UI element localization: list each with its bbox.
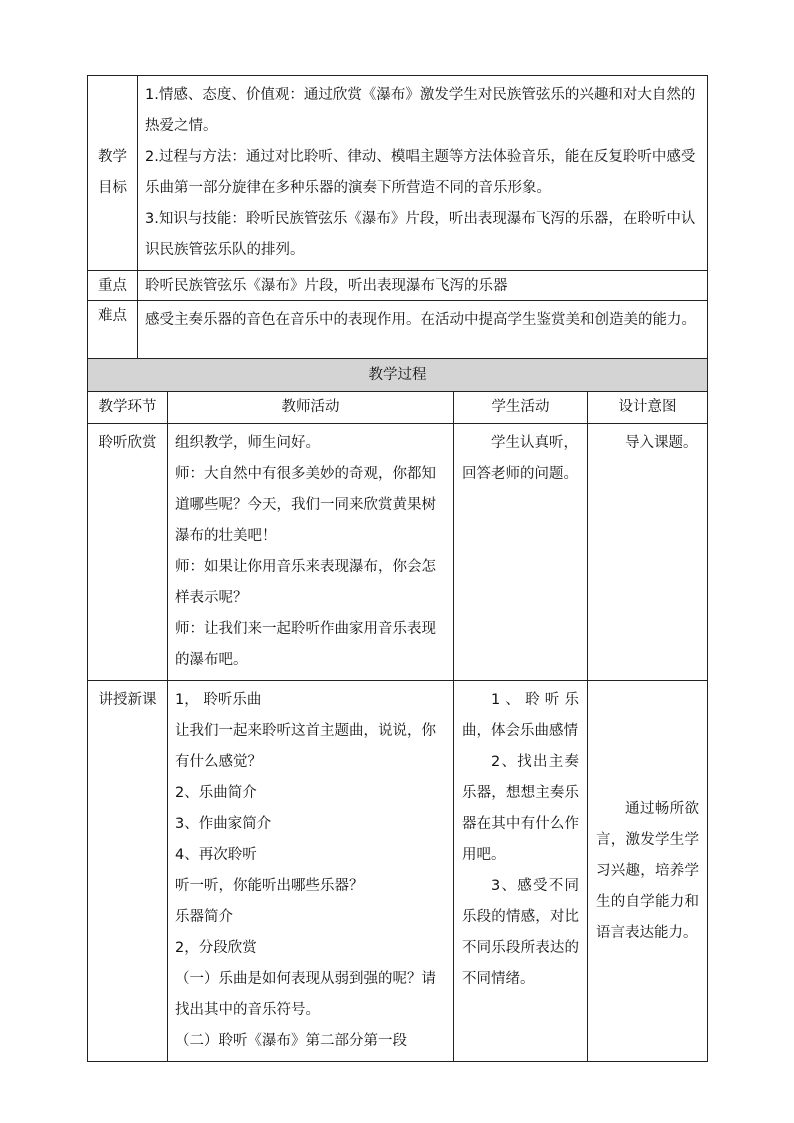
- process-header-row: [88, 392, 708, 424]
- student-line: 1、聆听乐曲，体会乐曲感情: [462, 692, 579, 739]
- stage-cell: 聆听欣赏: [88, 424, 168, 681]
- teacher-activity-cell: [168, 424, 454, 681]
- objective-item: 2.过程与方法：通过对比聆听、律动、模唱主题等方法体验音乐，能在反复聆听中感受乐曲第一部分旋律在多种乐器的演奏下所营造不同的音乐形象。: [145, 149, 696, 196]
- student-activity-cell: [454, 424, 588, 681]
- key-point-label: 重点: [88, 271, 138, 301]
- teacher-line: 乐器简介: [175, 909, 233, 925]
- key-point-text: 聆听民族管弦乐《瀑布》片段，听出表现瀑布飞泻的乐器: [138, 271, 708, 301]
- intent-cell: [588, 681, 708, 1062]
- teacher-line: 4、再次聆听: [175, 847, 257, 863]
- teacher-line: 师：如果让你用音乐来表现瀑布，你会怎样表示呢？: [175, 559, 436, 606]
- teacher-line: 1， 聆听乐曲: [175, 692, 262, 708]
- objectives-row: [88, 76, 708, 271]
- intent-text: 通过畅所欲言，激发学生学习兴趣，培养学生的自学能力和语言表达能力。: [596, 800, 699, 941]
- difficulty-row: [88, 301, 708, 364]
- intent-text: 导入课题。: [625, 435, 698, 451]
- teacher-line: 2，分段欣赏: [175, 940, 257, 956]
- student-line: 3、感受不同乐段的情感，对比不同乐段所表达的不同情绪。: [462, 878, 579, 987]
- student-line: 2、找出主奏乐器，想想主奏乐器在其中有什么作用吧。: [462, 754, 579, 863]
- intent-cell: [588, 424, 708, 681]
- objectives-label: 教学目标: [88, 76, 138, 271]
- teacher-line: 3、作曲家简介: [175, 816, 272, 832]
- process-row: [88, 681, 708, 1062]
- teacher-line: 师：大自然中有很多美妙的奇观，你都知道哪些呢？今天，我们一同来欣赏黄果树瀑布的壮美吧！: [175, 466, 436, 544]
- header-intent: 设计意图: [588, 392, 708, 424]
- student-activity-cell: [454, 681, 588, 1062]
- difficulty-text: 感受主奏乐器的音色在音乐中的表现作用。在活动中提高学生鉴赏美和创造美的能力。: [138, 301, 708, 364]
- teacher-line: 听一听，你能听出哪些乐器？: [175, 878, 364, 894]
- header-stage: 教学环节: [88, 392, 168, 424]
- process-title-row: [88, 359, 708, 392]
- objective-item: 3.知识与技能：聆听民族管弦乐《瀑布》片段，听出表现瀑布飞泻的乐器，在聆听中认识民族管弦乐队的排列。: [145, 211, 696, 258]
- teacher-line: （二）聆听《瀑布》第二部分第一段: [175, 1033, 407, 1049]
- student-line: 学生认真听，回答老师的问题。: [462, 435, 578, 482]
- objective-item: 1.情感、态度、价值观：通过欣赏《瀑布》激发学生对民族管弦乐的兴趣和对大自然的热爱之情。: [145, 87, 696, 134]
- header-student: 学生活动: [454, 392, 588, 424]
- teacher-line: （一）乐曲是如何表现从弱到强的呢？请找出其中的音乐符号。: [175, 971, 436, 1018]
- teacher-line: 2、乐曲简介: [175, 785, 257, 801]
- teacher-line: 师：让我们来一起聆听作曲家用音乐表现的瀑布吧。: [175, 621, 436, 668]
- teacher-activity-cell: [168, 681, 454, 1062]
- process-title: 教学过程: [88, 359, 708, 392]
- teacher-line: 组织教学，师生问好。: [175, 435, 320, 451]
- key-point-row: [88, 271, 708, 301]
- objectives-content: [138, 76, 708, 271]
- process-table: [87, 358, 708, 1062]
- objectives-table: [87, 75, 708, 364]
- difficulty-label: 难点: [88, 301, 138, 364]
- stage-cell: 讲授新课: [88, 681, 168, 1062]
- process-row: [88, 424, 708, 681]
- teacher-line: 让我们一起来聆听这首主题曲，说说，你有什么感觉？: [175, 723, 436, 770]
- header-teacher: 教师活动: [168, 392, 454, 424]
